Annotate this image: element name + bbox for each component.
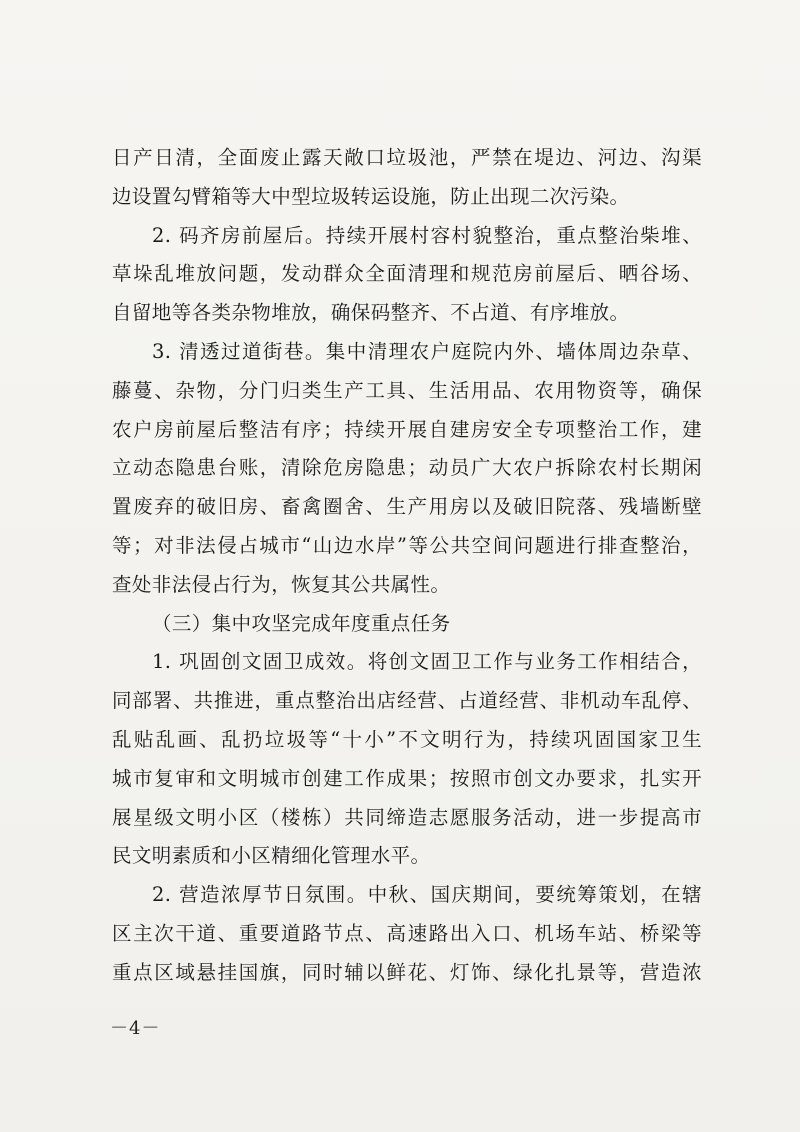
text-line: 区主次干道、重要道路节点、高速路出入口、机场车站、桥梁等 <box>112 921 702 945</box>
text-line: 2. 码齐房前屋后。持续开展村容村貌整治，重点整治柴堆、 <box>152 223 702 247</box>
text-line: 同部署、共推进，重点整治出店经营、占道经营、非机动车乱停、 <box>112 689 702 713</box>
text-line: 查处非法侵占行为，恢复其公共属性。 <box>112 572 451 596</box>
text-line: 乱贴乱画、乱扔垃圾等“十小”不文明行为，持续巩固国家卫生 <box>112 727 702 751</box>
text-line: 1. 巩固创文固卫成效。将创文固卫工作与业务工作相结合， <box>152 650 702 674</box>
text-line: 展星级文明小区（楼栋）共同缔造志愿服务活动，进一步提高市 <box>112 805 702 829</box>
text-line: 草垛乱堆放问题，发动群众全面清理和规范房前屋后、晒谷场、 <box>112 262 702 286</box>
text-line: 2. 营造浓厚节日氛围。中秋、国庆期间，要统筹策划，在辖 <box>152 883 702 907</box>
text-line: 3. 清透过道街巷。集中清理农户庭院内外、墙体周边杂草、 <box>152 339 702 363</box>
body-text <box>112 139 702 993</box>
text-line: 等；对非法侵占城市“山边水岸”等公共空间问题进行排查整治， <box>112 533 702 557</box>
text-line: 立动态隐患台账，清除危房隐患；动员广大农户拆除农村长期闲 <box>112 456 702 480</box>
text-line: 边设置勾臂箱等大中型垃圾转运设施，防止出现二次污染。 <box>112 184 630 208</box>
text-line: 自留地等各类杂物堆放，确保码整齐、不占道、有序堆放。 <box>112 301 630 325</box>
page-number: －4－ <box>110 1018 161 1039</box>
section-heading: （三）集中攻坚完成年度重点任务 <box>152 611 451 635</box>
text-line: 藤蔓、杂物，分门归类生产工具、生活用品、农用物资等，确保 <box>112 378 702 402</box>
text-line: 重点区域悬挂国旗，同时辅以鲜花、灯饰、绿化扎景等，营造浓 <box>112 960 702 984</box>
text-line: 农户房前屋后整洁有序；持续开展自建房安全专项整治工作，建 <box>112 417 702 441</box>
text-line: 日产日清，全面废止露天敞口垃圾池，严禁在堤边、河边、沟渠 <box>112 146 702 169</box>
text-line: 置废弃的破旧房、畜禽圈舍、生产用房以及破旧院落、残墙断壁 <box>112 495 702 519</box>
text-line: 民文明素质和小区精细化管理水平。 <box>112 844 431 868</box>
text-line: 城市复审和文明城市创建工作成果；按照市创文办要求，扎实开 <box>112 766 702 790</box>
